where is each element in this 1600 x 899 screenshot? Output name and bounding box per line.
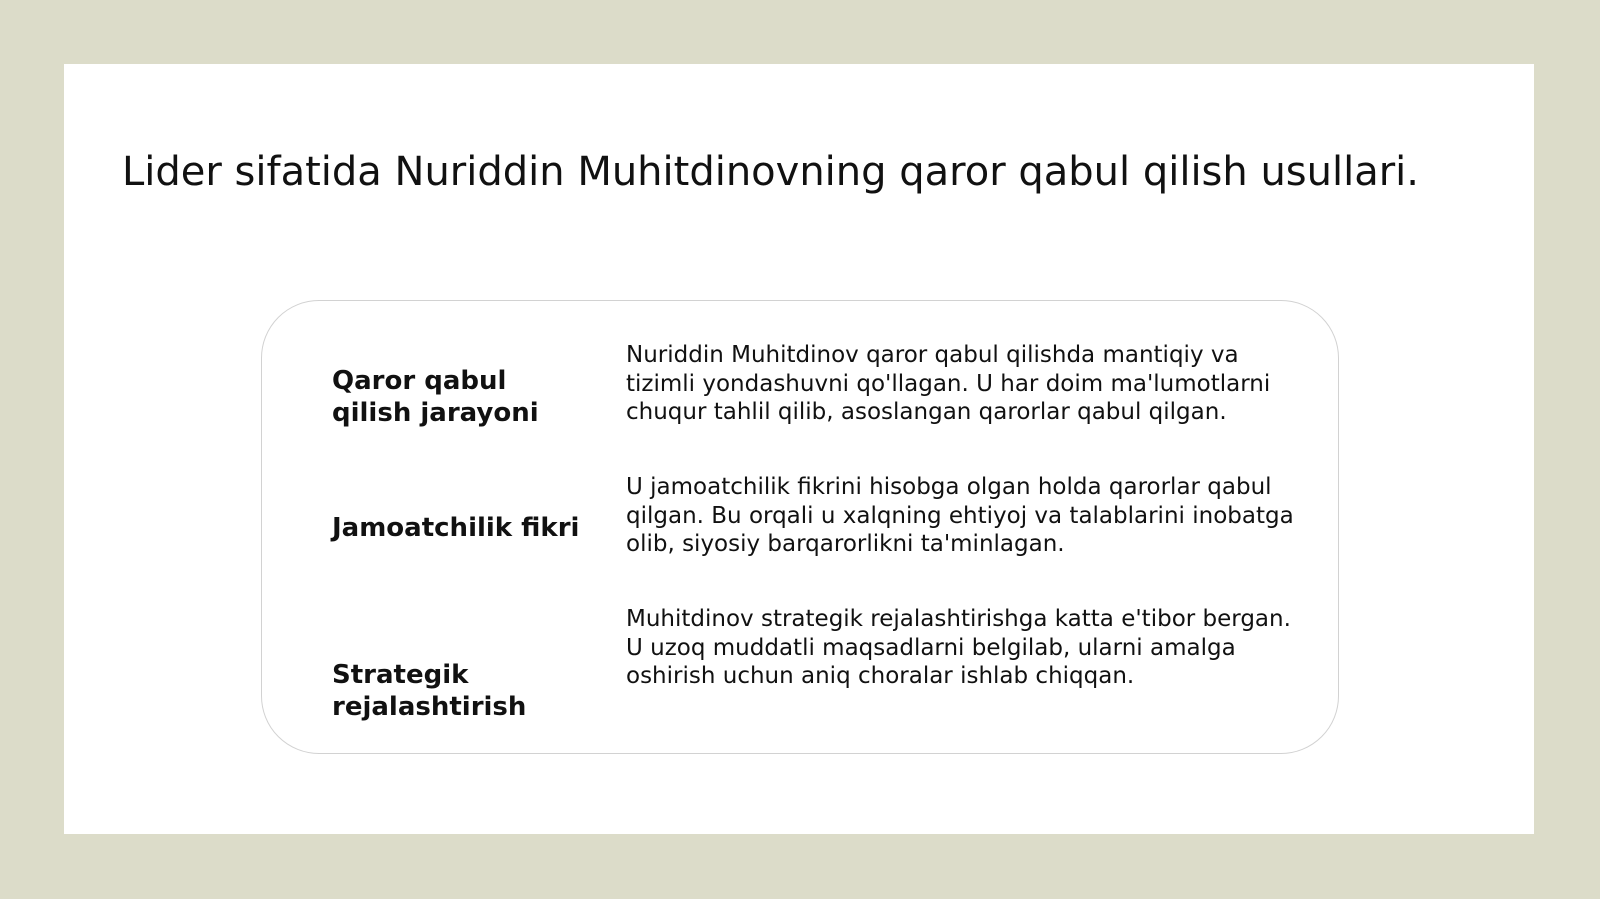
slide	[64, 64, 1534, 834]
slide-title: Lider sifatida Nuriddin Muhitdinovning qaror qabul qilish usullari.	[122, 149, 1420, 195]
row-description: U jamoatchilik fikrini hisobga olgan holda qarorlar qabul qilgan. Bu orqali u xalqning ehtiyoj va talablarini inobatga olib, siyosiy barqarorlikni ta'minlagan.	[626, 474, 1294, 557]
content-table	[261, 300, 1339, 754]
row-term: Strategik rejalashtirish	[332, 660, 527, 722]
row-description: Muhitdinov strategik rejalashtirishga katta e'tibor bergan. U uzoq muddatli maqsadlarni belgilab, ularni amalga oshirish uchun aniq choralar ishlab chiqqan.	[626, 606, 1291, 689]
row-description: Nuriddin Muhitdinov qaror qabul qilishda mantiqiy va tizimli yondashuvni qo'llagan. U har doim ma'lumotlarni chuqur tahlil qilib, asoslangan qarorlar qabul qilgan.	[626, 342, 1271, 425]
row-term: Qaror qabul qilish jarayoni	[332, 366, 539, 428]
row-term: Jamoatchilik fikri	[332, 513, 580, 543]
